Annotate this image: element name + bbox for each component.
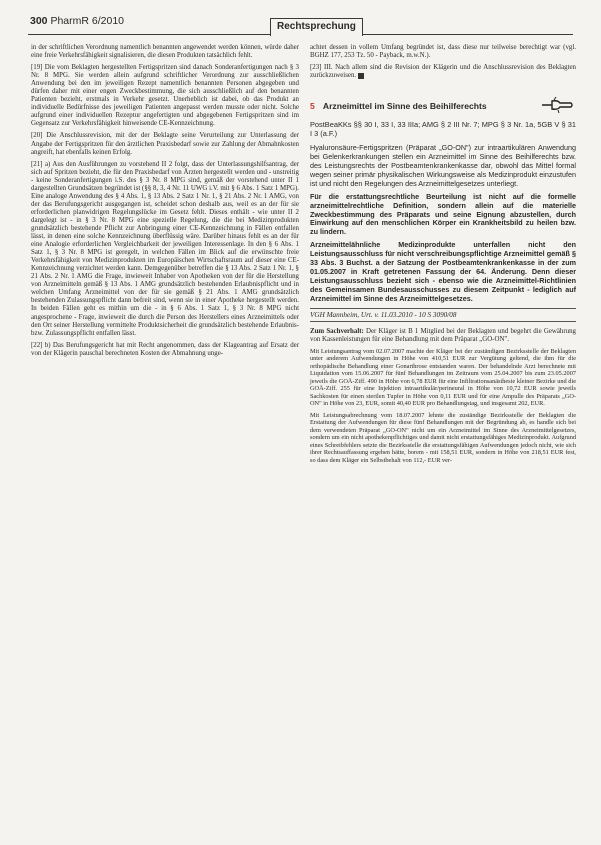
page-header-left — [30, 15, 124, 27]
section-title: Rechtsprechung — [270, 18, 363, 36]
end-mark-icon — [358, 73, 364, 79]
page-number: 300 — [30, 15, 48, 27]
left-column — [31, 44, 299, 362]
paragraph: [19] Die vom Beklagten hergestellten Fertigspritzen sind danach Sonderanfertigungen nach § 3 Nr. 8 MPG. Sie werden allein aufgrund schriftlicher Verordnung zur ausschließlichen Anwendung bei den im jeweiligen Rezept namentlich benannten Personen abgegeben und dürfen daher mit einer engen Zweckbestimmung, die sich ausschließlich auf den benannten Patienten bezieht, erstmals in Verkehr gesetzt. Unerheblich ist dabei, ob das Produkt an individuelle Bedürfnisse des jeweiligen Patienten angepasst werden musste oder nicht. Solche aufgrund einer individuellen Rezeptur angefertigten und abgegebenen Fertigspritzen sind im Gegensatz zur Verkehrsfähigkeit hinweisende CE-Kennzeichnung. — [31, 64, 299, 128]
paragraph: [21] a) Aus den Ausführungen zu vorstehend II 2 folgt, dass der Unterlassungshilfsantrag, der sich auf Spritzen bezieht, die für den Praxisbedarf von Ärzten hergestellt werden und - unstreitig - keine Sonderanfertigungen i.S. des § 3 Nr. 8 MPG sind, gemäß der vorstehend unter II 1 dargestellten Grundsätzen begründet ist (§§ 8, 3, 4 Nr. 11 UWG i.V. mit § 6 Abs. 1 Satz 1 MPG). Eine analoge Anwendung des § 4 Abs. 1, § 13 Abs. 2 Satz 1 Nr. 1, § 21 Abs. 2 Nr. 1 AMG, von der das Berufungsgericht ausgegangen ist, scheidet schon deshalb aus, weil es an der für sie erforderlichen planwidrigen Regelungslücke im Gesetz fehlt. Dieses enthält - wie unter II 2 dargelegt ist - in § 3 Nr. 8 MPG eine spezielle Regelung, die die bei Medizinprodukten grundsätzlich bestehende Pflicht zur Anbringung einer CE-Kennzeichnung in Fällen entfallen lässt, in denen eine solche Kennzeichnung überflüssig wäre. Darüber hinaus fehlt es an der für eine Analogie erforderlichen Vergleichbarkeit der jeweiligen Interessenlage. In den § 6 Abs. 1 Satz 1, § 3 Nr. 8 MPG ist geregelt, in welchen Fällen im Blick auf die erwünschte freie Verkehrsfähigkeit von Medizinprodukten im Europäischen Wirtschaftsraum auf dieser eine CE-Kennzeichnung verzichtet werden kann. Demgegenüber betreffen die § 13 Abs. 2 Satz 1 Nr. 1, § 21 Abs. 2 Nr. 1 AMG die Frage, inwieweit Inhaber von Apotheken von der für die Herstellung von Arzneimitteln gemäß § 13 Abs. 1 AMG grundsätzlich bestehenden Erlaubnispflicht und in welchen Umfang Arzneimittel von der für sie gemäß § 21 Abs. 1 AMG grundsätzlich bestehenden Zulassungspflicht dann befreit sind, wenn sie in einer Apotheke hergestellt werden. In beiden Fällen geht es mithin um die - in § 6 Abs. 1 Satz 1, § 3 Nr. 8 MPG nicht angesprochene - Frage, inwieweit die durch die Person des Herstellers eines Arzneimittels oder den Ort seiner Herstellung vermittelte Produktsicherheit die grundsätzlich bestehende Erlaubnis- bzw. Zulassungspflicht entfallen lässt. — [31, 160, 299, 337]
pointing-hand-icon — [540, 96, 574, 114]
case-title: Arzneimittel im Sinne des Beihilferechts — [322, 101, 487, 112]
facts-label: Zum Sachverhalt: — [310, 327, 364, 335]
case-number: 5 — [310, 101, 315, 112]
headnote: Hyaluronsäure-Fertigspritzen (Präparat „GO-ON") zur intraartikulären Anwendung bei Gelenkerkrankungen stellen ein Arzneimittel im Sinne des Beihilferechts bzw. des Leistungsrechts der Postbeamtenkrankenkasse dar, obwohl das Mittel formal wegen seiner primär physikalischen Wirkungsweise als Medizinprodukt einzustufen ist und nicht den Regelungen des Arzneimittelgesetzes unterliegt. — [310, 143, 576, 188]
paragraph: [20] Die Anschlussrevision, mit der der Beklagte seine Verurteilung zur Unterlassung der Angabe der Fertigspritzen für den ärztlichen Praxisbedarf sowie zur Zahlung der Abmahnkosten angreift, hat ebenfalls keinen Erfolg. — [31, 132, 299, 156]
court-citation: VGH Mannheim, Urt. v. 11.03.2010 - 10 S 3090/08 — [310, 308, 576, 322]
case-heading — [310, 102, 576, 110]
legal-norms: PostBeaKKs §§ 30 I, 33 I, 33 IIIa; AMG § 2 III Nr. 7; MPG § 3 Nr. 1a, 5GB V § 31 I 3 (a.F.) — [310, 120, 576, 139]
paragraph: achtet dessen in vollem Umfang begründet ist, dass diese nur teilweise berechtigt war (vgl. BGHZ 177, 253 Tz. 50 - Payback, m.w.N.). — [310, 44, 576, 60]
paragraph: in der schriftlichen Verordnung namentlich benannten angewendet werden können, würde daher eine freie Verkehrsfähigkeit signalisieren, die diesen Produkten tatsächlich fehlt. — [31, 44, 299, 60]
headnote: Für die erstattungsrechtliche Beurteilung ist nicht auf die formelle arzneimittelrechtliche Definition, sondern allein auf die materielle Zweckbestimmung des Präparats und seine Eignung abzustellen, durch Einwirkung auf den menschlichen Körper ein Krankheitsbild zu heilen bzw. zu lindern. — [310, 191, 576, 237]
right-column — [310, 44, 576, 468]
page-header — [28, 12, 573, 35]
paragraph: [23] III. Nach allem sind die Revision der Klägerin und die Anschlussrevision des Beklagten zurückzuweisen. — [310, 64, 576, 80]
journal-name: PharmR 6/2010 — [50, 15, 124, 27]
paragraph: Mit Leistungsabrechnung vom 18.07.2007 lehnte die zuständige Bezirksstelle der Beklagten die Erstattung der Aufwendungen für diese fünf Behandlungen mit der Begründung ab, es handle sich bei dem verwendeten Präparat „GO-ON" nicht um ein Arzneimittel im Sinne des Arzneimittelgesetzes, sondern um ein nicht apothekenpflichtiges und damit nicht erstattungsfähiges Medizinprodukt. Aufgrund eines Schreibfehlers setzte die Bezirksstelle die erstattungsfähigen Aufwendungen jedoch nicht, wie sich ihrer Rechtsauffassung ergeben hätte, borem - mit 158,51 EUR, sondern in Höhe von 218,51 EUR fest, so dass dem Kläger ein Selbstbehalt von 112,- EUR ver- — [310, 411, 576, 464]
headnote: Arzneimittelähnliche Medizinprodukte unterfallen nicht den Leistungsausschluss für nicht verschreibungspflichtige Arzneimittel gemäß § 33 Abs. 3 Buchst. a der Satzung der Postbeamtenkrankenkasse in der zum 01.05.2007 in Kraft getretenen Fassung der 64. Änderung. Denn dieser Leistungsausschluss bezieht sich - ebenso wie die Arzneimittel-Richtlinien des Gemeinsamen Bundesausschusses zu diesem Zeitpunkt - lediglich auf Arzneimittel im Sinne des Arzneimittelgesetzes. — [310, 240, 576, 303]
paragraph: [22] b) Das Berufungsgericht hat mit Recht angenommen, dass der Klageantrag auf Ersatz der von der Klägerin pauschal berechneten Kosten der Abmahnung unge- — [31, 341, 299, 357]
paragraph: Mit Leistungsantrag vom 02.07.2007 machte der Kläger bei der zuständigen Bezirksstelle der Beklagten unter anderem Aufwendungen in Höhe von 410,51 EUR zur Vergütung geltend, die ihm für die orthopädische Behandlung einer Gonarthrose entstanden waren. Der behandelnde Arzt berechnete mit Liquidation vom 15.06.2007 für fünf Behandlungen im Zeitraum vom 25.04.2007 bis zum 23.05.2007 jeweils die GOÄ-Ziff. 490 in Höhe von 6,78 EUR für eine Infiltrationsanästhesie kleiner Bezirke und die GOÄ-Ziff. 255 für eine Injektion intraartikulär/perineural in Höhe von 10,72 EUR sowie jeweils Sachkosten für einen sterilen Tupfer in Höhe von 0,11 EUR und für eine Ampulle des Präparats „GO-ON" in Höhe von 23, EUR, somit 40,40 EUR pro Behandlungstag, und insgesamt 202, EUR. — [310, 347, 576, 408]
facts-intro: Zum Sachverhalt: Der Kläger ist B 1 Mitglied bei der Beklagten und begehrt die Gewährung von Kassenleistungen für eine Behandlung mit dem Präparat „GO-ON". — [310, 327, 576, 343]
